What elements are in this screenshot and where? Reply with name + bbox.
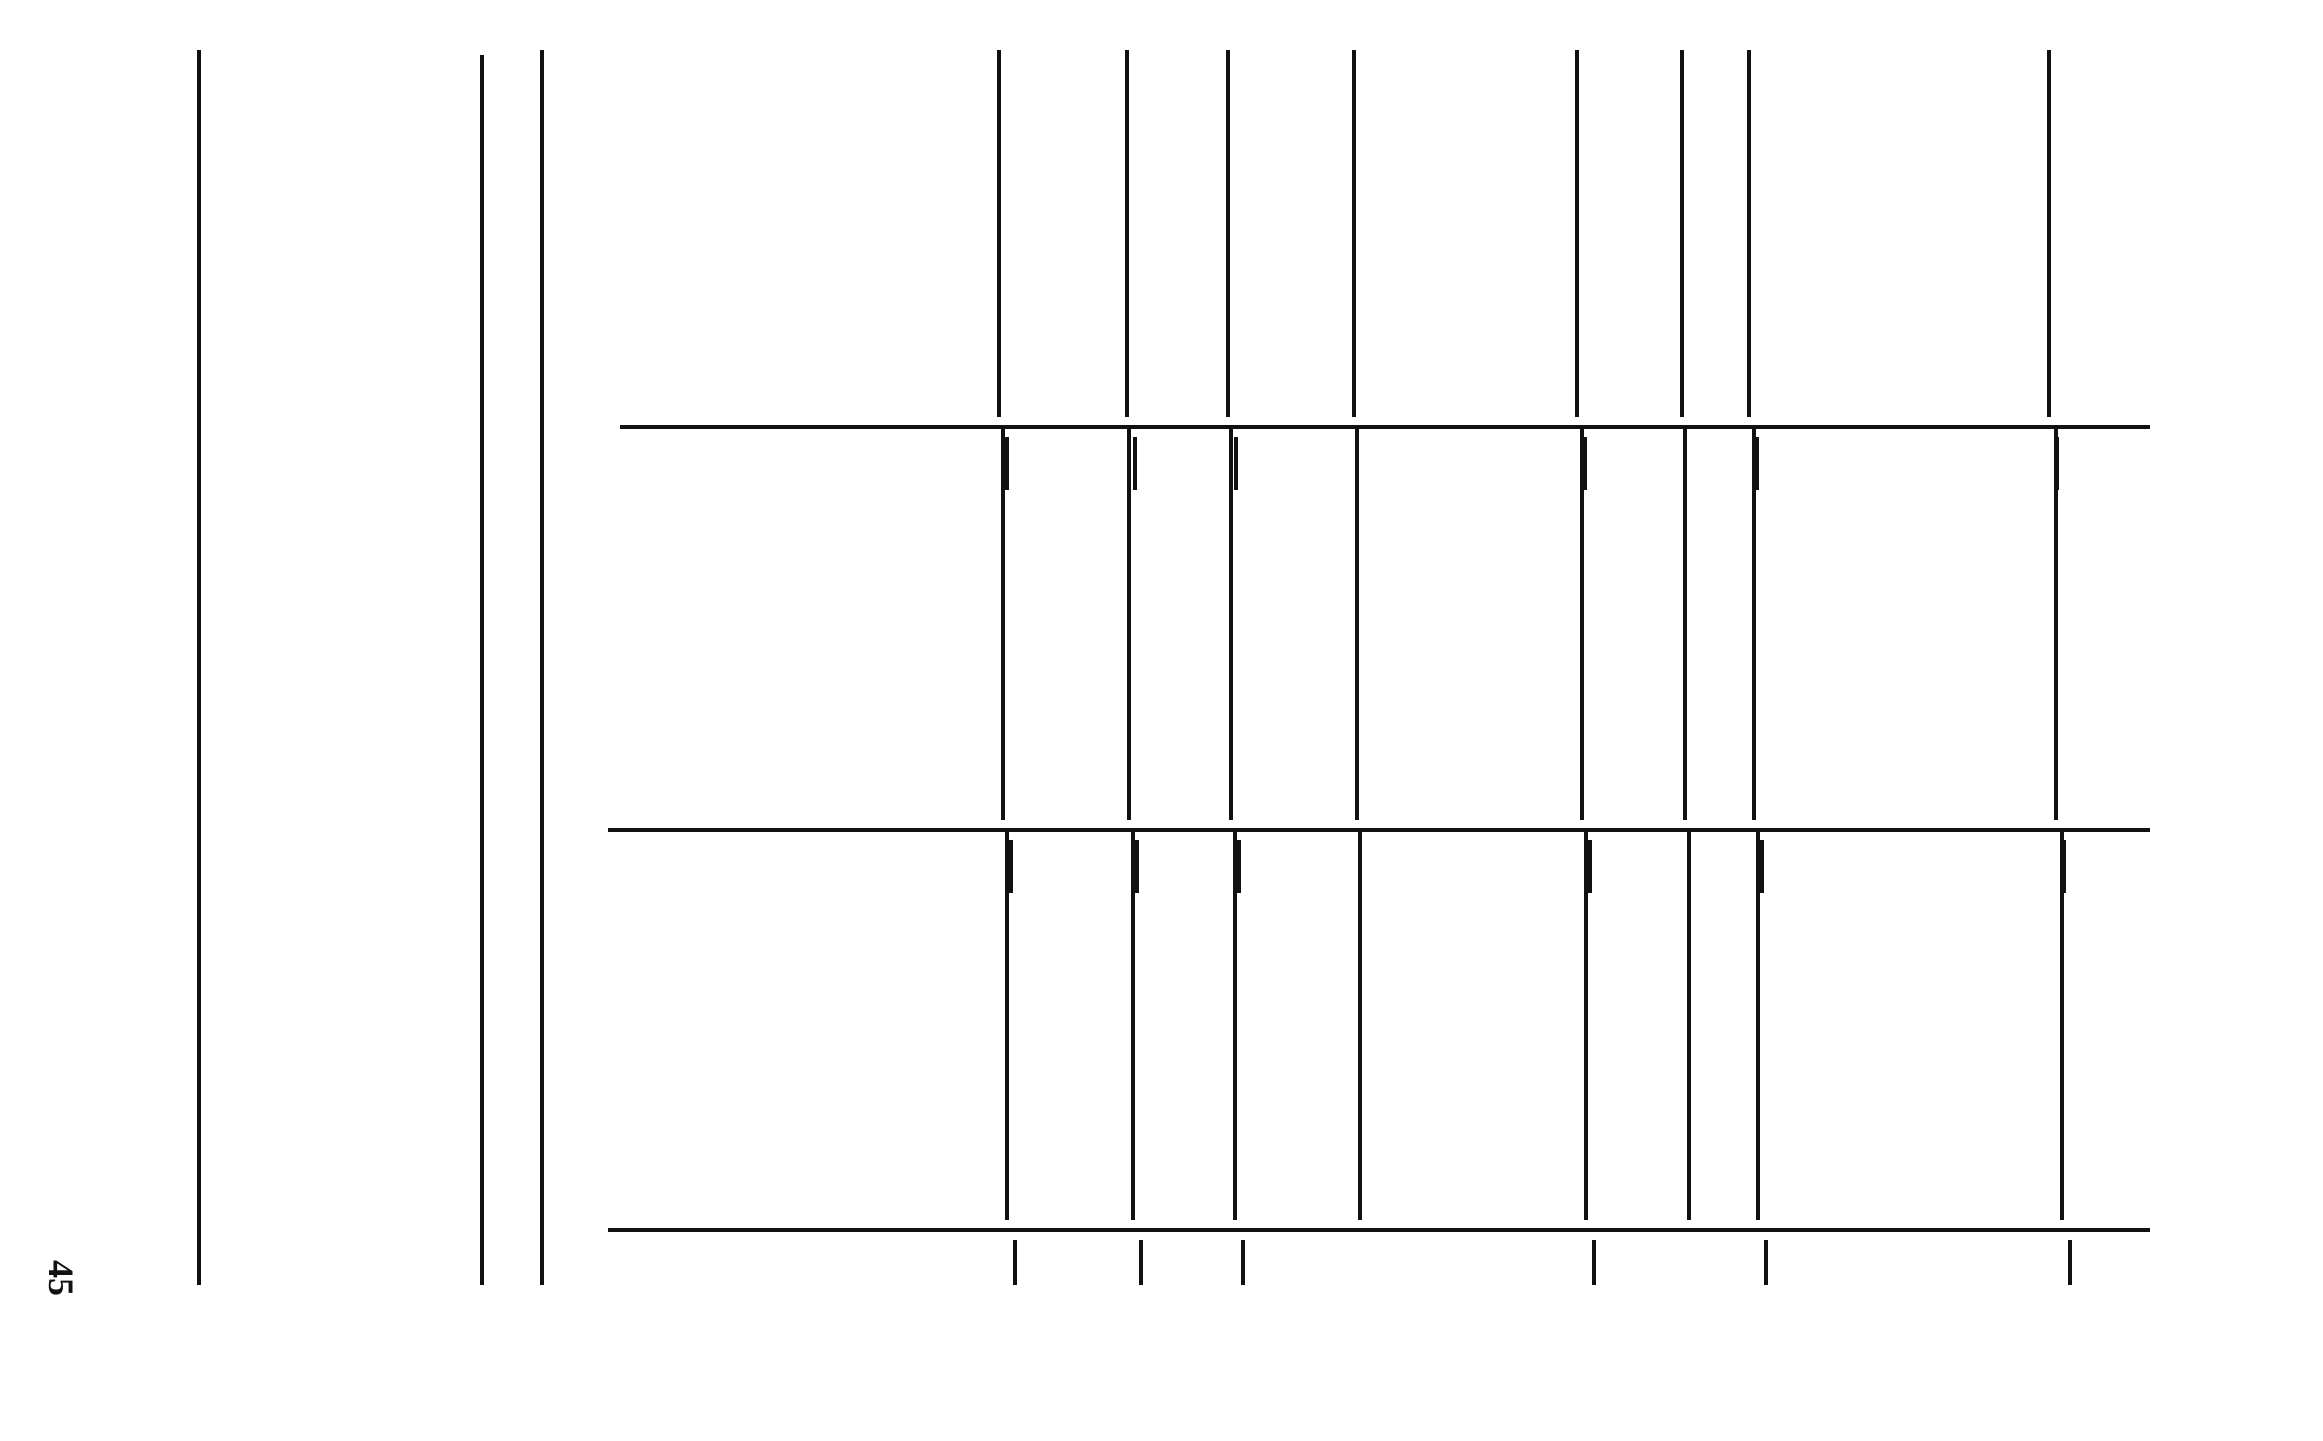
column-rule: [480, 55, 484, 1285]
column-rule: [1131, 832, 1135, 1220]
column-rule: [1139, 1240, 1143, 1285]
column-rule: [2060, 832, 2064, 1220]
column-rule: [2068, 1240, 2072, 1285]
column-rule: [2047, 50, 2051, 417]
column-rule: [1125, 50, 1129, 417]
column-rule: [1009, 840, 1013, 893]
column-rule: [1584, 832, 1588, 1220]
column-rule: [1352, 50, 1356, 417]
column-rule: [1358, 832, 1362, 1220]
column-rule: [1229, 429, 1233, 820]
column-rule: [1575, 50, 1579, 417]
column-rule: [1237, 840, 1241, 893]
column-rule: [1588, 840, 1592, 893]
column-rule: [1355, 429, 1359, 820]
row-rule: [608, 828, 2150, 832]
column-rule: [1683, 429, 1687, 820]
column-rule: [1233, 832, 1237, 1220]
column-rule: [1241, 1240, 1245, 1285]
column-rule: [540, 50, 544, 1285]
column-rule: [1760, 840, 1764, 893]
column-rule: [1752, 429, 1756, 820]
column-rule: [1234, 437, 1238, 490]
column-rule: [1005, 437, 1009, 490]
column-rule: [1687, 832, 1691, 1220]
row-rule: [620, 425, 2150, 429]
column-rule: [1001, 429, 1005, 820]
column-rule: [1592, 1240, 1596, 1285]
column-rule: [2054, 429, 2058, 820]
column-rule: [1764, 1240, 1768, 1285]
column-rule: [1005, 832, 1009, 1220]
column-rule: [1580, 429, 1584, 820]
column-rule: [1135, 840, 1139, 893]
column-rule: [997, 50, 1001, 417]
column-rule: [1226, 50, 1230, 417]
column-rule: [1747, 50, 1751, 417]
column-rule: [1133, 437, 1137, 490]
column-rule: [1680, 50, 1684, 417]
column-rule: [197, 50, 201, 1285]
row-rule: [608, 1228, 2150, 1232]
page-number: 45: [41, 1260, 81, 1296]
column-rule: [1127, 429, 1131, 820]
column-rule: [1013, 1240, 1017, 1285]
column-rule: [1756, 832, 1760, 1220]
